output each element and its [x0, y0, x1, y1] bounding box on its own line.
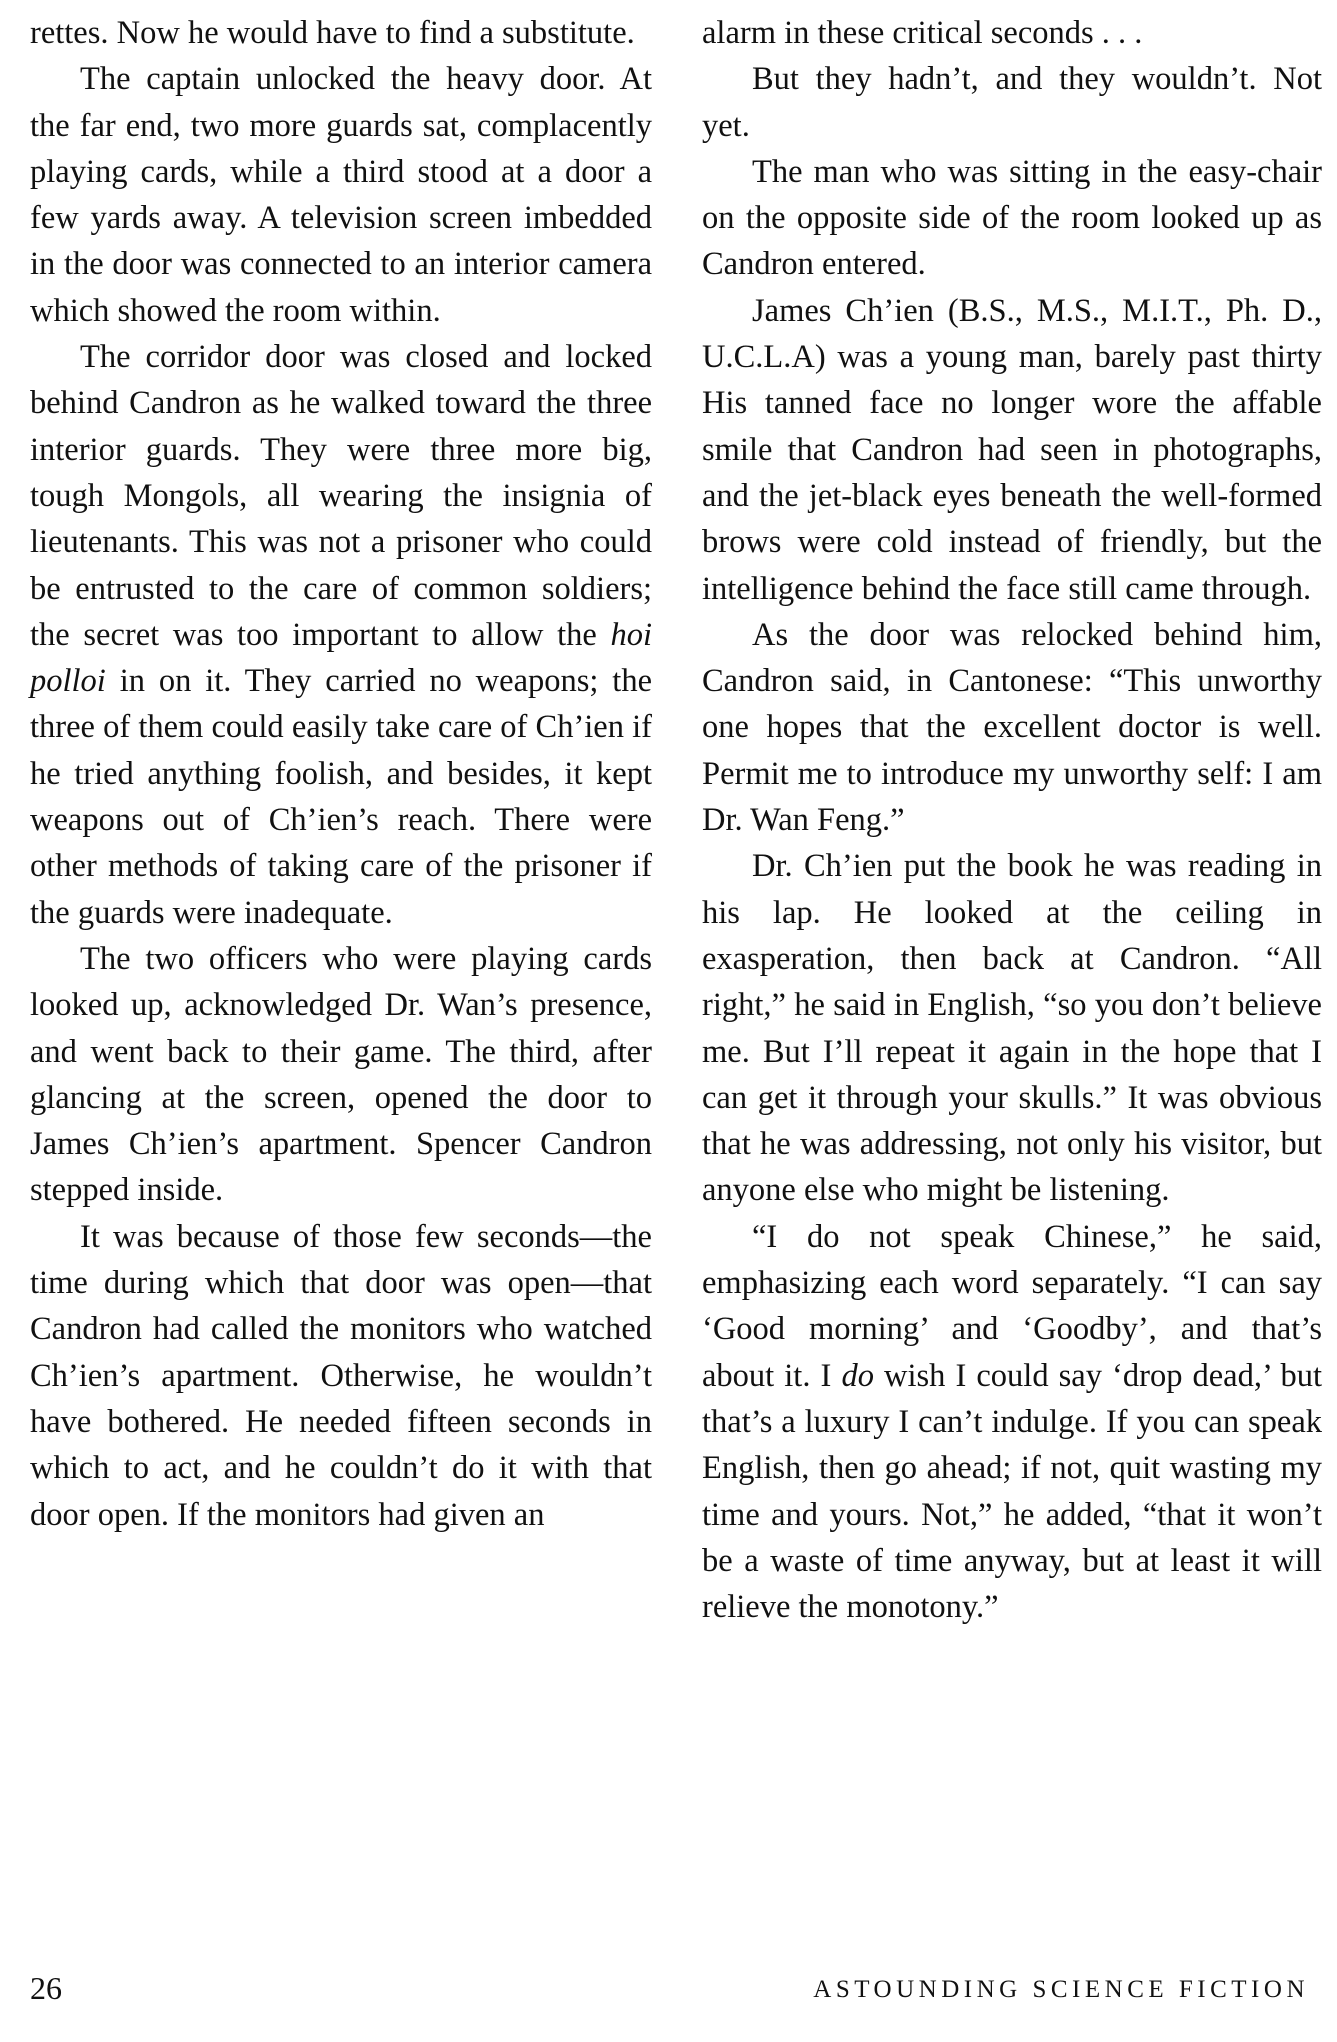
paragraph: Dr. Ch’ien put the book he was reading in his lap. He looked at the ceiling in exasperation, then back at Candron. “All right,” he said in English, “so you don’t believe me. But I’ll repeat it again in the hope that I can get it through your skulls.” It was obvious that he was addressing, not only his visitor, but anyone else who might be listening. [702, 848, 1322, 1209]
paragraph-text: The corridor door was closed and locked behind Candron as he walked toward the three interior guards. They were three more big, tough Mongols, all wearing the insignia of lieutenants. This was not a prisoner who could be entrusted to the care of common soldiers; the secret was too important to allow the [30, 339, 652, 653]
paragraph: But they hadn’t, and they wouldn’t. Not yet. [702, 61, 1322, 144]
page-footer [0, 1968, 1337, 2008]
paragraph: The two officers who were playing cards looked up, acknowledged Dr. Wan’s presence, and went back to their game. The third, after glancing at the screen, opened the door to James Ch’ien’s apartment. Spencer Candron stepped inside. [30, 940, 652, 1209]
left-column [30, 10, 652, 1538]
paragraph-text: in on it. They carried no weapons; the three of them could easily take care of Ch’ien if he tried anything foolish, and besides, it kept weapons out of Ch’ien’s reach. There were other methods of taking care of the prisoner if the guards were inadequate. [30, 663, 652, 931]
running-title: ASTOUNDING SCIENCE FICTION [813, 1976, 1309, 2003]
paragraph-text: wish I could say ‘drop dead,’ but that’s a luxury I can’t indulge. If you can speak English, then go ahead; if not, quit wasting my time and yours. Not,” he added, “that it won’t be a waste of time anyway, but at least it will relieve the monotony.” [702, 1357, 1322, 1626]
paragraph [30, 334, 652, 936]
paragraph [702, 1214, 1322, 1631]
paragraph: alarm in these critical seconds . . . [702, 15, 1143, 51]
italic-phrase: hoi polloi [30, 616, 652, 700]
italic-phrase: do [841, 1357, 874, 1394]
paragraph: rettes. Now he would have to find a substitute. [30, 15, 635, 51]
right-column [702, 10, 1322, 1630]
paragraph-text: “I do not speak Chinese,” he said, emphasizing each word separately. “I can say ‘Good morning’ and ‘Goodby’, and that’s about it. I [702, 1218, 1322, 1394]
paragraph: The man who was sitting in the easy-chair on the opposite side of the room looked up as Candron entered. [702, 153, 1322, 283]
paragraph: As the door was relocked behind him, Candron said, in Cantonese: “This unworthy one hopes that the excellent doctor is well. Permit me to introduce my unworthy self: I am Dr. Wan Feng.” [702, 616, 1322, 839]
page-number: 26 [30, 1970, 62, 2006]
paragraph: James Ch’ien (B.S., M.S., M.I.T., Ph. D., U.C.L.A) was a young man, barely past thirty His tanned face no longer wore the affable smile that Candron had seen in photographs, and the jet-black eyes beneath the well-formed brows were cold instead of friendly, but the intelligence behind the face still came through. [702, 292, 1322, 607]
paragraph: The captain unlocked the heavy door. At the far end, two more guards sat, complacently playing cards, while a third stood at a door a few yards away. A television screen imbedded in the door was connected to an interior camera which showed the room within. [30, 61, 652, 329]
paragraph: It was because of those few seconds—the time during which that door was open—that Candron had called the monitors who watched Ch’ien’s apartment. Otherwise, he wouldn’t have bothered. He needed fifteen seconds in which to act, and he couldn’t do it with that door open. If the monitors had given an [30, 1218, 652, 1533]
